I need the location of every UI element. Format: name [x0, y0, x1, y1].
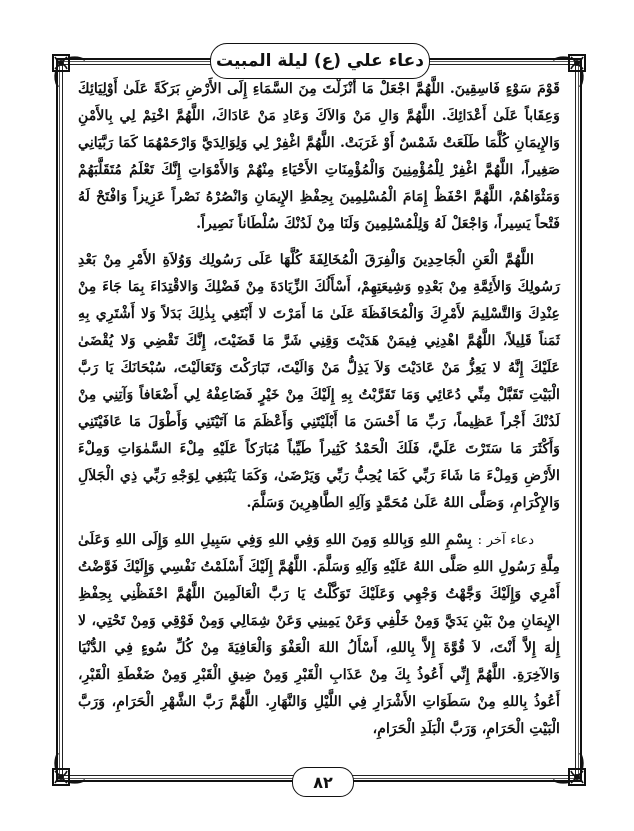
paragraph-1: قَوْمَ سَوْءٍ فَاسِقِينَ. اللَّهُمَّ اجْعَلْ مَا أَنْزَلْتَ مِنَ السَّمَاءِ إِلَى الأَرْضِ بَرَكَةً عَلَىٰ أَوْلِيَائِكَ وَعِقَاباً عَلَىٰ أَعْدَائِكَ. اللَّهُمَّ وَالِ مَنْ وَالاَكَ وَعَادِ مَنْ عَادَاكَ، اللَّهُمَّ اخْتِمْ لِي بِالأَمْنِ وَالإِيمَانِ كُلَّمَا طَلَعَتْ شَمْسٌ أَوْ غَرَبَتْ. اللَّهُمَّ اغْفِرْ لِي وَلِوَالِدَيَّ وَارْحَمْهُمَا كَمَا رَبَّيَانِي صَغِيراً، اللَّهُمَّ اغْفِرْ لِلْمُؤْمِنِينَ وَالْمُؤْمِنَاتِ الأَحْيَاءِ مِنْهُمْ وَالأَمْوَاتِ إِنَّكَ تَعْلَمُ مُتَقَلَّبَهُمْ وَمَثْوَاهُمْ، اللَّهُمَّ احْفَظْ إِمَامَ الْمُسْلِمِينَ بِحِفْظِ الإِيمَانِ وَانْصُرْهُ نَصْراً عَزِيزاً وَافْتَحْ لَهُ فَتْحاً يَسِيراً، وَاجْعَلْ لَهُ وَلِلْمُسْلِمِينَ وَلَنَا مِنْ لَدُنْكَ سُلْطَاناً نَصِيراً. — [78, 81, 560, 232]
prayer-text — [78, 76, 560, 766]
paragraph-2: اللَّهُمَّ الْعَنِ الْجَاحِدِينَ وَالْفِرَقَ الْمُخَالِفَةَ كُلَّهَا عَلَى رَسُولِك وَوُلاَةِ الأَمْرِ مِنْ بَعْدِ رَسُولِكَ وَالأَئِمَّةِ مِنْ بَعْدِهِ وَشِيعَتِهِمْ، أَسْأَلُكَ الزِّيَادَةَ مِنْ فَضْلِكَ وَالاقْتِدَاءَ بِمَا جَاءَ مِنْ عِنْدِكَ وَالتَّسْلِيمَ لأَمْرِكَ وَالْمُحَافَظَةَ عَلَىٰ مَا أَمَرْتَ لا أَبْتَغِي بِذٰلِكَ بَدَلاً وَلا أَشْتَرِي بِهِ ثَمَناً قَلِيلاً، اللَّهُمَّ اهْدِنِي فِيمَنْ هَدَيْتَ وَقِنِي شَرَّ مَا قَضَيْتَ، إِنَّكَ تَقْضِي وَلا يُقْضَىٰ عَلَيْكَ إِنَّهُ لا يَعِزُّ مَنْ عَادَيْتَ وَلاَ يَذِلُّ مَنْ وَالَيْتَ، تَبَارَكْتَ وَتَعَالَيْتَ، سُبْحَانَكَ يَا رَبَّ الْبَيْتِ تَقَبَّلْ مِنِّي دُعَائِي وَمَا تَقَرَّبْتُ بِهِ إِلَيْكَ مِنْ خَيْرٍ فَضَاعِفْهُ لِي أَضْعَافاً وَآتِنِي مِنْ لَدُنْكَ أَجْراً عَظِيماً، رَبِّ مَا أَحْسَنَ مَا أَبْلَيْتَنِي وَأَعْظَمَ مَا آتَيْتَنِي وَأَطْوَلَ مَا عَافَيْتَنِي وَأَكْثَرَ مَا سَتَرْتَ عَلَيَّ، فَلَكَ الْحَمْدُ كَثِيراً طَيِّباً مُبَارَكاً عَلَيْهِ مِلْءَ السَّمٰوَاتِ وَمِلْءَ الأَرْضِ وَمِلْءَ مَا شَاءَ رَبِّي كَمَا يُحِبُّ رَبِّي وَيَرْضَىٰ، وَكَمَا يَنْبَغِي لِوَجْهِ رَبِّي ذِي الْجَلاَلِ وَالإِكْرَامِ، وَصَلَّى اللهُ عَلَىٰ مُحَمَّدٍ وَآلِهِ الطَّاهِرِينَ وَسَلَّمَ. — [78, 252, 560, 511]
page-title-box — [210, 43, 430, 79]
page-number: ٨٢ — [313, 772, 333, 792]
page-number-box — [292, 767, 354, 797]
page-title: دعاء علي (ع) ليلة المبيت — [215, 51, 425, 71]
paragraph-3 — [78, 527, 560, 743]
paragraph-3-text: بِسْمِ اللهِ وَبِاللهِ وَمِنَ اللهِ وَفِي اللهِ وَفِي سَبِيلِ اللهِ وَإِلَى اللهِ وَعَلَىٰ مِلَّةِ رَسُولِ اللهِ صَلَّى اللهُ عَلَيْهِ وَآلِهِ وَسَلَّمَ. اللَّهُمَّ إِلَيْكَ أَسْلَمْتُ نَفْسِي وَإِلَيْكَ فَوَّضْتُ أَمْرِي وَإِلَيْكَ وَجَّهْتُ وَجْهِي وَعَلَيْكَ تَوَكَّلْتُ يَا رَبَّ الْعَالَمِينَ اللَّهُمَّ احْفَظْنِي بِحِفْظِ الإِيمَانِ مِنْ بَيْنِ يَدَيَّ وَمِنْ خَلْفِي وَعَنْ يَمِينِي وَعَنْ شِمَالِي وَمِنْ فَوْقِي وَمِنْ تَحْتِي، لا إِلٰهَ إِلاَّ أَنْتَ، لاَ قُوَّةَ إِلاَّ بِاللهِ، أَسْأَلُ اللهَ الْعَفْوَ وَالْعَافِيَةَ مِنْ كُلِّ سُوءٍ فِي الدُّنْيَا وَالآخِرَةِ. اللَّهُمَّ إِنِّي أَعُوذُ بِكَ مِنْ عَذَابِ الْقَبْرِ وَمِنْ ضِيقِ الْقَبْرِ وَمِنْ ضَغْطَةِ الْقَبْرِ، أَعُوذُ بِاللهِ مِنْ سَطَوَاتِ الأَشْرَارِ فِي اللَّيْلِ وَالنَّهَارِ. اللَّهُمَّ رَبَّ الشَّهْرِ الْحَرَامِ، وَرَبَّ الْبَيْتِ الْحَرَامِ، وَرَبَّ الْبَلَدِ الْحَرَامِ، — [78, 531, 560, 737]
section-lead: دعاء آخر : — [477, 532, 534, 548]
